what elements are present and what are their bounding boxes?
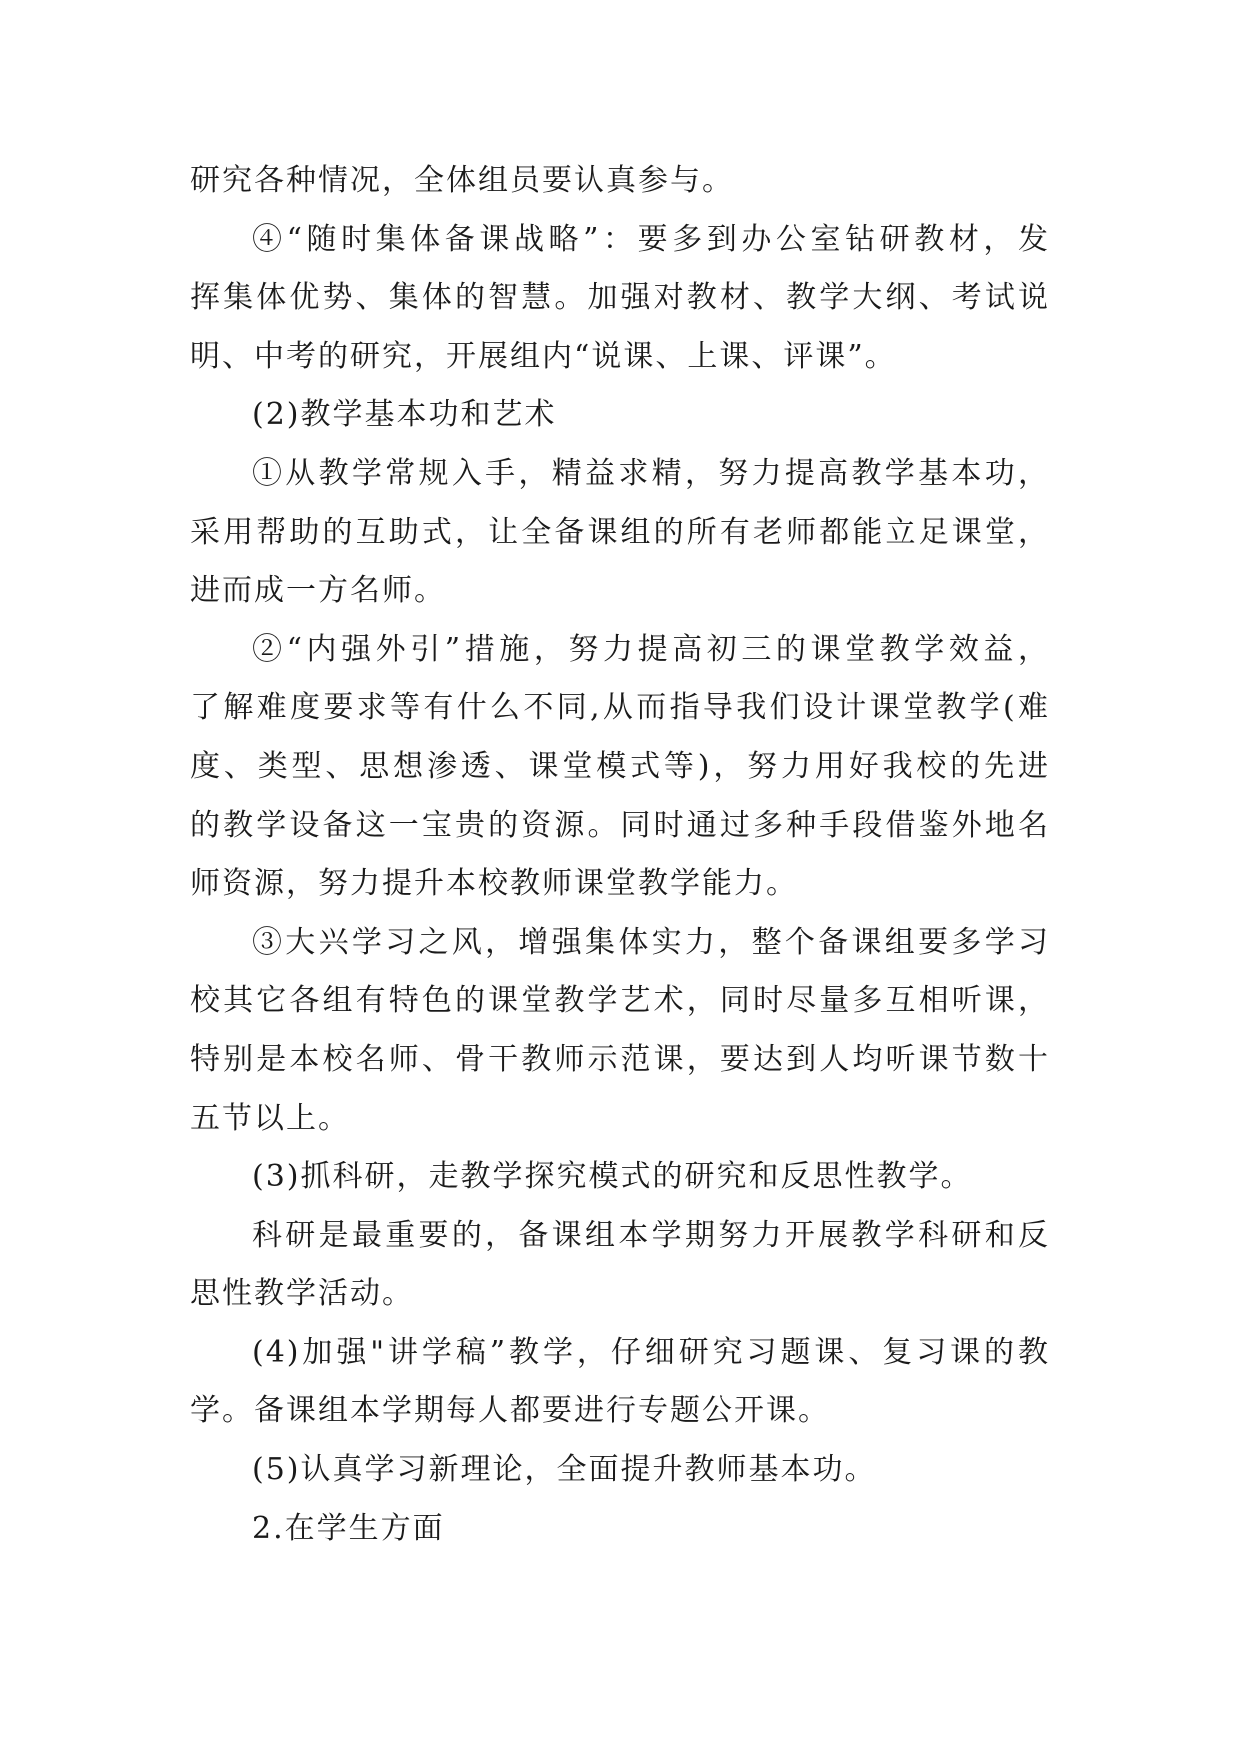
text-line: ④“随时集体备课战略”：要多到办公室钻研教材，发 bbox=[252, 221, 1050, 257]
text-line: 师资源，努力提升本校教师课堂教学能力。 bbox=[190, 866, 798, 902]
text-line: 学。备课组本学期每人都要进行专题公开课。 bbox=[190, 1393, 830, 1429]
section-heading: 2.在学生方面 bbox=[252, 1510, 445, 1546]
text-line: ②“内强外引”措施，努力提高初三的课堂教学效益， bbox=[252, 631, 1050, 667]
text-line: ①从教学常规入手，精益求精，努力提高教学基本功， bbox=[252, 455, 1050, 491]
text-line: 挥集体优势、集体的智慧。加强对教材、教学大纲、考试说 bbox=[190, 280, 1050, 316]
section-heading: (5)认真学习新理论，全面提升教师基本功。 bbox=[252, 1452, 877, 1488]
text-line: 采用帮助的互助式，让全备课组的所有老师都能立足课堂， bbox=[190, 514, 1050, 550]
text-line: ③大兴学习之风，增强集体实力，整个备课组要多学习 bbox=[252, 924, 1050, 960]
section-heading: (2)教学基本功和艺术 bbox=[252, 397, 557, 433]
body-text bbox=[190, 152, 1050, 1558]
text-line: 度、类型、思想渗透、课堂模式等)，努力用好我校的先进 bbox=[190, 748, 1050, 784]
text-line: 了解难度要求等有什么不同,从而指导我们设计课堂教学(难 bbox=[190, 690, 1050, 726]
text-line: 思性教学活动。 bbox=[190, 1276, 414, 1312]
text-line: 校其它各组有特色的课堂教学艺术，同时尽量多互相听课， bbox=[190, 983, 1050, 1019]
text-line: 研究各种情况，全体组员要认真参与。 bbox=[190, 163, 734, 198]
text-line: 进而成一方名师。 bbox=[190, 573, 446, 609]
text-line: 五节以上。 bbox=[190, 1100, 350, 1136]
text-line: 明、中考的研究，开展组内“说课、上课、评课”。 bbox=[190, 338, 897, 374]
section-heading: (4)加强"讲学稿”教学，仔细研究习题课、复习课的教 bbox=[252, 1334, 1050, 1370]
text-line: 的教学设备这一宝贵的资源。同时通过多种手段借鉴外地名 bbox=[190, 807, 1050, 843]
section-heading: (3)抓科研，走教学探究模式的研究和反思性教学。 bbox=[252, 1159, 973, 1195]
text-line: 特别是本校名师、骨干教师示范课，要达到人均听课节数十 bbox=[190, 1041, 1050, 1077]
text-line: 科研是最重要的，备课组本学期努力开展教学科研和反 bbox=[252, 1217, 1050, 1253]
